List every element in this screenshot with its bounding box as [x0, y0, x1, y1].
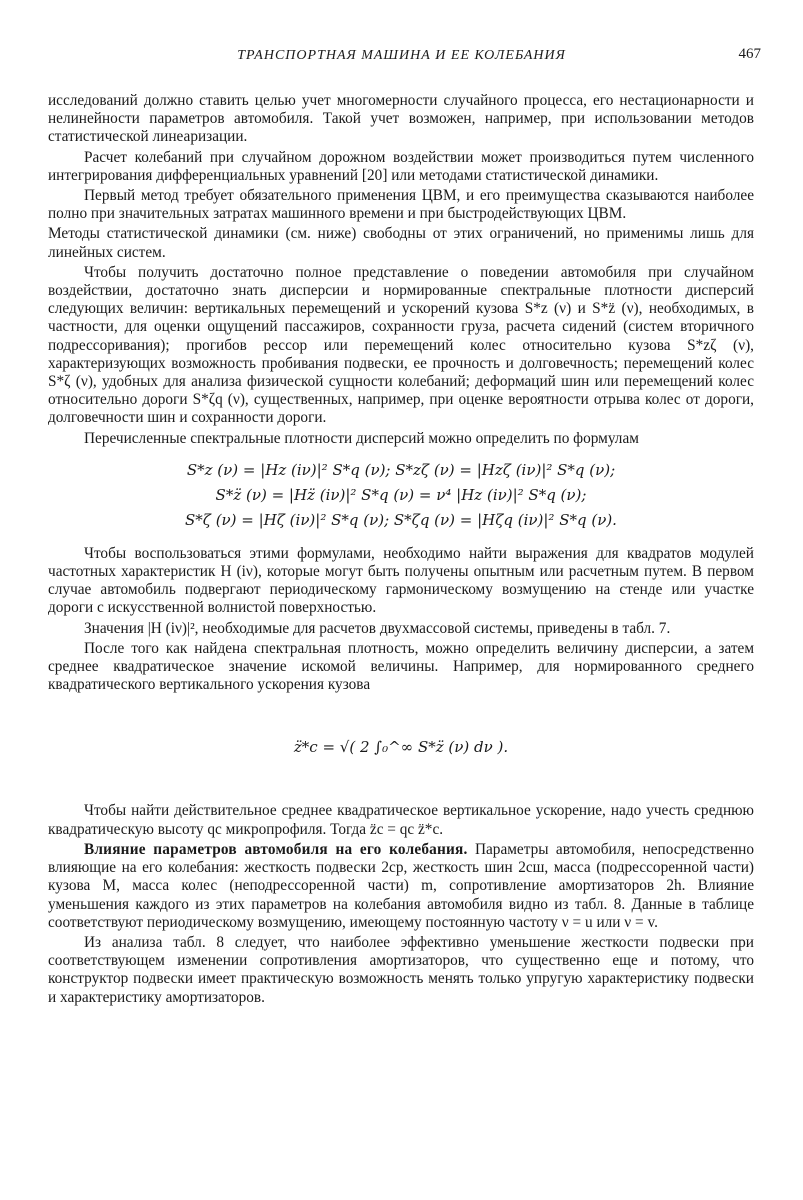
paragraph-9: После того как найдена спектральная плотность, можно определить величину дисперсии, а затем среднее квадратическое значение искомой величины. Например, для нормированного среднего квадратического вертикального ускорения кузова	[48, 639, 754, 694]
paragraph-11-text: Параметры автомобиля, непосредственно влияющие на его колебания: жесткость подвески 2cp, жесткость шин 2cш, масса (подрессоренной части) кузова M, масса колес (неподрессоренной части) m, сопротивление амортизаторов 2h. Влияние уменьшения каждого из этих параметров на колебания автомобиля видно из табл. 8. Данные в таблице соответствуют периодическому возмущению, имеющему постоянную частоту ν = u или ν = v.	[48, 840, 754, 931]
paragraph-2: Расчет колебаний при случайном дорожном воздействии может производиться путем численного интегрирования дифференциальных уравнений [20] или методами статистической динамики.	[48, 148, 754, 184]
paragraph-7: Чтобы воспользоваться этими формулами, необходимо найти выражения для квадратов модулей частотных характеристик H (iν), которые могут быть получены опытным или расчетным путем. В первом случае автомобиль подвергают периодическому гармоническому возмущению на стенде или участке дороги с искусственной волнистой поверхностью.	[48, 544, 754, 617]
page-number: 467	[738, 46, 761, 62]
spectral-density-formulas	[48, 458, 754, 533]
paragraph-10: Чтобы найти действительное среднее квадратическое вертикальное ускорение, надо учесть среднюю квадратическую высоту qc микропрофиля. Тогда z̈c = qc z̈*c.	[48, 802, 754, 838]
rms-acceleration-formula: z̈*c = √( 2 ∫₀^∞ S*z̈ (ν) dν ).	[293, 738, 509, 757]
paragraph-12: Из анализа табл. 8 следует, что наиболее эффективно уменьшение жесткости подвески при соответствующем изменении сопротивления амортизаторов, что существенно еще и потому, что конструктор подвески имеет практическую возможность менять только упругую характеристику подвески и характеристику амортизаторов.	[48, 933, 754, 1006]
section-heading: Влияние параметров автомобиля на его колебания.	[84, 840, 468, 858]
paragraph-8: Значения |H (iν)|², необходимые для расчетов двухмассовой системы, приведены в табл. 7.	[84, 619, 671, 637]
body-text	[48, 92, 754, 1009]
formula-line-2: S*z̈ (ν) = |Hz̈ (iν)|² S*q (ν) = ν⁴ |Hz (iν)|² S*q (ν);	[215, 485, 587, 504]
paragraph-6: Перечисленные спектральные плотности дисперсий можно определить по формулам	[84, 429, 639, 447]
formula-line-1: S*z (ν) = |Hz (iν)|² S*q (ν); S*zζ (ν) = |Hzζ (iν)|² S*q (ν);	[186, 460, 616, 479]
paragraph-4: Методы статистической динамики (см. ниже) свободны от этих ограничений, но применимы лишь для линейных систем.	[48, 225, 754, 261]
paragraph-5: Чтобы получить достаточно полное представление о поведении автомобиля при случайном воздействии, достаточно знать дисперсии и нормированные спектральные плотности дисперсий следующих величин: вертикальных перемещений и ускорений кузова S*z (ν) и S*z̈ (ν), необходимых, в частности, для оценки ощущений пассажиров, сохранности груза, расчета сидений (систем вторичного подрессоривания); прогибов рессор или перемещений колес относительно кузова S*zζ (ν), характеризующих возможность пробивания подвески, ее прочность и долговечность; перемещений колес S*ζ (ν), удобных для анализа физической сущности колебаний; деформаций шин или перемещений колес относительно дороги S*ζq (ν), существенных, например, при оценке вероятности отрыва колес от дороги, долговечности шин и сохранности дороги.	[48, 263, 754, 427]
paragraph-11	[48, 841, 754, 932]
running-header: ТРАНСПОРТНАЯ МАШИНА И ЕЕ КОЛЕБАНИЯ	[237, 48, 566, 63]
paragraph-3: Первый метод требует обязательного применения ЦВМ, и его преимущества сказываются наиболее полно при значительных затратах машинного времени и при быстродействующих ЦВМ.	[48, 187, 754, 223]
paragraph-1: исследований должно ставить целью учет многомерности случайного процесса, его нестационарности и нелинейности параметров автомобиля. Такой учет возможен, например, при использовании методов статистической линеаризации.	[48, 92, 754, 146]
formula-line-3: S*ζ (ν) = |Hζ (iν)|² S*q (ν); S*ζq (ν) = |Hζq (iν)|² S*q (ν).	[185, 510, 617, 529]
